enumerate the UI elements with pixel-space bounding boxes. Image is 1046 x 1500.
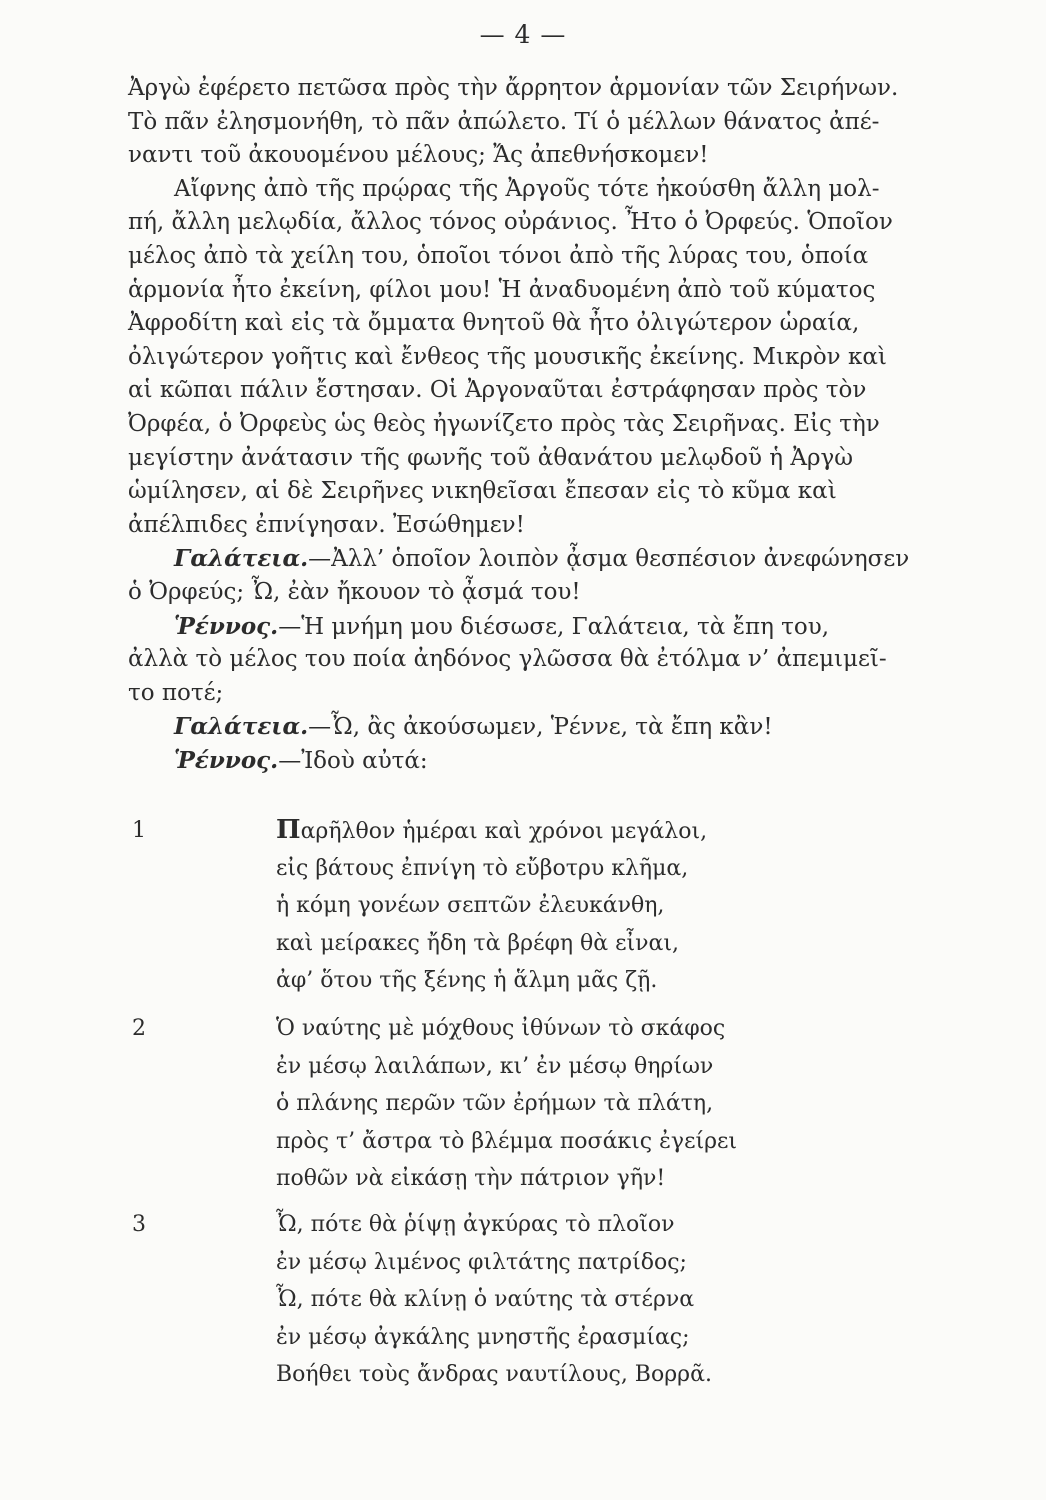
speaker-name: Ῥέννος. — [174, 612, 279, 640]
prose-line: ἁρμονία ἦτο ἐκείνη, φίλοι μου! Ἡ ἀναδυομένη ἀπὸ τοῦ κύματος — [128, 276, 876, 303]
dialogue-text: —Ἰδοὺ αὐτά: — [278, 747, 428, 774]
prose-line: μέλος ἀπὸ τὰ χείλη του, ὁποῖοι τόνοι ἀπὸ τῆς λύρας του, ὁποία — [128, 242, 869, 269]
prose-line: μεγίστην ἀνάτασιν τῆς φωνῆς τοῦ ἀθανάτου μελῳδοῦ ἡ Ἀργὼ — [128, 444, 854, 471]
drop-cap: Π — [276, 815, 301, 845]
prose-line: ἀπέλπιδες ἐπνίγησαν. Ἐσώθημεν! — [128, 511, 525, 538]
verse-line: ἀφ’ ὅτου τῆς ξένης ἡ ἅλμη μᾶς ζῇ. — [276, 968, 658, 993]
stanza-number: 3 — [132, 1212, 146, 1237]
verse-line: ἡ κόμη γονέων σεπτῶν ἐλευκάνθη, — [276, 893, 665, 918]
dialogue-line — [128, 710, 898, 744]
dialogue-continuation: ἀλλὰ τὸ μέλος του ποία ἀηδόνος γλῶσσα θὰ ἐτόλμα ν’ ἀπεμιμεῖ- — [128, 646, 887, 673]
verse-line: Ὁ ναύτης μὲ μόχθους ἰθύνων τὸ σκάφος — [276, 1016, 726, 1041]
verse-line: ποθῶν νὰ εἰκάσῃ τὴν πάτριον γῆν! — [276, 1166, 666, 1191]
verse-text: αρῆλθον ἡμέραι καὶ χρόνοι μεγάλοι, — [300, 819, 708, 844]
dialogue-continuation: ὁ Ὀρφεύς; Ὦ, ἐὰν ἤκουον τὸ ᾆσμά του! — [128, 578, 581, 605]
verse-line: Ὦ, πότε θὰ κλίνῃ ὁ ναύτης τὰ στέρνα — [276, 1287, 695, 1312]
verse-line: εἰς βάτους ἐπνίγη τὸ εὔβοτρυ κλῆμα, — [276, 855, 689, 881]
verse-line: Ὦ, πότε θὰ ῥίψῃ ἀγκύρας τὸ πλοῖον — [276, 1212, 675, 1237]
prose-line: αἱ κῶπαι πάλιν ἔστησαν. Οἱ Ἀργοναῦται ἐστράφησαν πρὸς τὸν — [128, 377, 867, 404]
verse-line: ὁ πλάνης περῶν τῶν ἐρήμων τὰ πλάτη, — [276, 1091, 714, 1116]
prose-line: Τὸ πᾶν ἐλησμονήθη, τὸ πᾶν ἀπώλετο. Τί ὁ μέλλων θάνατος ἀπέ- — [128, 108, 880, 135]
verse-line: Βοήθει τοὺς ἄνδρας ναυτίλους, Βορρᾶ. — [276, 1362, 712, 1387]
dialogue-line — [128, 610, 898, 644]
dialogue-text: —Ἀλλ’ ὁποῖον λοιπὸν ᾆσμα θεσπέσιον ἀνεφώνησεν — [308, 546, 910, 573]
dialogue-line — [128, 744, 898, 778]
verse-line: ἐν μέσῳ ἀγκάλης μνηστῆς ἐρασμίας; — [276, 1324, 690, 1350]
speaker-name: Ῥέννος. — [174, 746, 279, 774]
dialogue-text: —Ὦ, ἂς ἀκούσωμεν, Ῥέννε, τὰ ἔπη κἂν! — [308, 714, 773, 741]
dialogue-continuation: το ποτέ; — [128, 679, 224, 706]
stanza-verses — [276, 1010, 737, 1198]
prose-line: ὀλιγώτερον γοῆτις καὶ ἔνθεος τῆς μουσικῆς ἐκείνης. Μικρὸν καὶ — [128, 343, 887, 370]
verse-line: καὶ μείρακες ἤδη τὰ βρέφη θὰ εἶναι, — [276, 930, 680, 956]
verse-line: ἐν μέσῳ λιμένος φιλτάτης πατρίδος; — [276, 1249, 687, 1275]
verse-line — [276, 812, 707, 850]
prose-line: Ἀφροδίτη καὶ εἰς τὰ ὄμματα θνητοῦ θὰ ἦτο ὀλιγώτερον ὡραία, — [128, 310, 860, 337]
prose-line: ὡμίλησεν, αἱ δὲ Σειρῆνες νικηθεῖσαι ἔπεσαν εἰς τὸ κῦμα καὶ — [128, 478, 837, 505]
verse-line: πρὸς τ’ ἄστρα τὸ βλέμμα ποσάκις ἐγείρει — [276, 1128, 738, 1154]
stanza-verses — [276, 812, 707, 1000]
prose-line: πή, ἄλλη μελῳδία, ἄλλος τόνος οὐράνιος. Ἦτο ὁ Ὀρφεύς. Ὁποῖον — [128, 209, 893, 236]
verse-line: ἐν μέσῳ λαιλάπων, κι’ ἐν μέσῳ θηρίων — [276, 1053, 714, 1079]
dialogue-text: —Ἡ μνήμη μου διέσωσε, Γαλάτεια, τὰ ἔπη του, — [278, 613, 830, 640]
page-number: — 4 — — [479, 20, 567, 49]
prose-line: Ἀργὼ ἐφέρετο πετῶσα πρὸς τὴν ἄρρητον ἁρμονίαν τῶν Σειρήνων. — [128, 75, 899, 101]
stanza-number: 1 — [132, 818, 146, 843]
prose-line: Αἴφνης ἀπὸ τῆς πρῴρας τῆς Ἀργοῦς τότε ἠκούσθη ἄλλη μολ- — [174, 175, 880, 202]
speaker-name: Γαλάτεια. — [174, 713, 309, 741]
speaker-name: Γαλάτεια. — [174, 545, 309, 573]
prose-block — [128, 72, 910, 777]
stanza-number: 2 — [132, 1016, 146, 1041]
stanza-verses — [276, 1206, 712, 1394]
dialogue-line — [128, 542, 910, 576]
prose-line: ναντι τοῦ ἀκουομένου μέλους; Ἄς ἀπεθνήσκομεν! — [128, 142, 709, 169]
prose-line: Ὀρφέα, ὁ Ὀρφεὺς ὡς θεὸς ἠγωνίζετο πρὸς τὰς Σειρῆνας. Εἰς τὴν — [128, 410, 880, 437]
